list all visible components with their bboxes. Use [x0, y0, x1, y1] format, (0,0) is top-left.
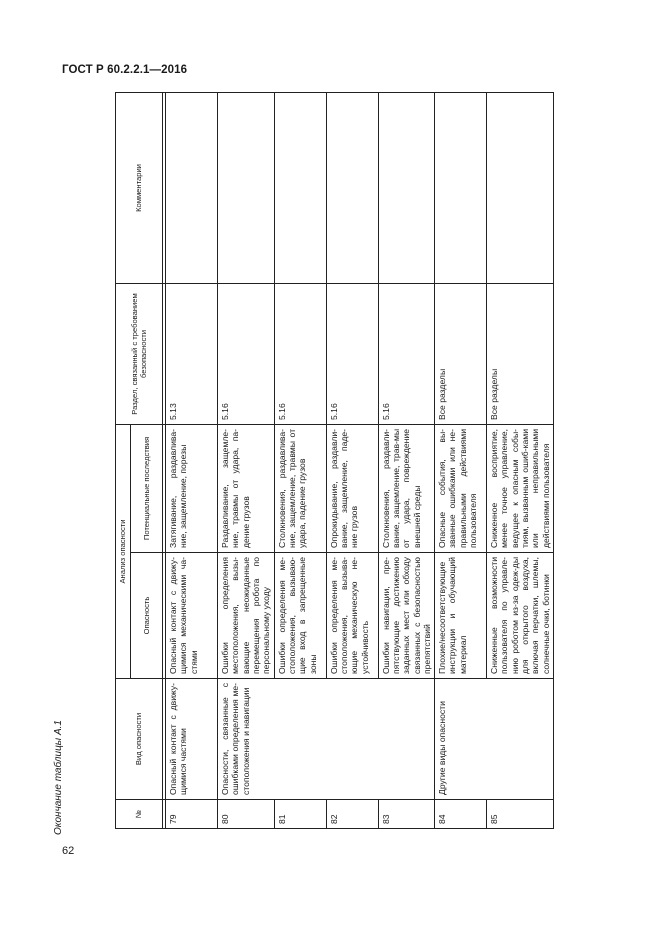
header-comments: Комментарии: [116, 92, 163, 283]
row-section: 5.16: [378, 283, 435, 424]
row-section: 5.16: [274, 283, 326, 424]
row-hazard-type: Опасный контакт с движу-щимися частями: [166, 679, 218, 800]
header-analysis-group: Анализ опасности: [116, 424, 131, 678]
table-caption: Окончание таблицы А.1: [53, 720, 64, 835]
row-hazard: Опасный контакт с движу-щимися механическими ча-стями: [166, 553, 218, 679]
row-comments: [435, 92, 487, 283]
row-consequences: Раздавливание, защемле-ние, травмы от удара, па-дение грузов: [218, 424, 275, 552]
rotated-table-container: [115, 93, 551, 829]
row-consequences: Опасные события, вы-званные ошибками или не-правильными действиями пользователя: [435, 424, 487, 552]
row-number: 79: [166, 800, 218, 829]
row-section: 5.16: [218, 283, 275, 424]
hazard-analysis-table: [115, 92, 554, 829]
row-consequences: Опрокидывание, раздавли-вание, защемление, паде-ние грузов: [326, 424, 378, 552]
row-hazard: Ошибки определения ме-стоположения, вызыва-ющие механическую не-устойчивость: [326, 553, 378, 679]
table-row: [435, 92, 487, 828]
row-comments: [326, 92, 378, 283]
row-section: Все разделы: [435, 283, 487, 424]
row-hazard-type: Опасности, связанные с ошибками определения ме-стоположения и навигации: [218, 679, 435, 800]
header-number: №: [116, 800, 163, 829]
row-consequences: Сниженное восприятие, менее точное управление, ведущее к опасным собы-тиям, вызванным ошиб-ками или неправильными действиями пользователя: [487, 424, 554, 552]
page-number: 62: [62, 845, 75, 857]
row-number: 84: [435, 800, 487, 829]
table-row: [166, 92, 218, 828]
row-section: 5.13: [166, 283, 218, 424]
header-hazard: Опасность: [131, 553, 163, 679]
document-code-header: ГОСТ Р 60.2.2.1—2016: [62, 64, 188, 76]
header-section: Раздел, связанный с требованием безопасности: [116, 283, 163, 424]
row-hazard: Плохие/несоответствующие инструкции и обучающий материал: [435, 553, 487, 679]
row-hazard: Сниженные возможности пользователя по управле-нию роботом из-за одеж-ды для открытого воздуха, включая перчатки, шлемы, солнечные очки, ботинки: [487, 553, 554, 679]
row-section: 5.16: [326, 283, 378, 424]
row-comments: [274, 92, 326, 283]
row-consequences: Столкновения, раздавлива-ние, защемление, травмы от удара, падение грузов: [274, 424, 326, 552]
table-row: [218, 92, 275, 828]
row-hazard: Ошибки определения ме-стоположения, вызываю-щие вход в запрещенные зоны: [274, 553, 326, 679]
row-hazard: Ошибки навигации, пре-пятствующие достижению заданных мест или обходу связанных с безопасностью препятствий: [378, 553, 435, 679]
row-number: 80: [218, 800, 275, 829]
row-number: 85: [487, 800, 554, 829]
row-comments: [218, 92, 275, 283]
header-hazard-type: Вид опасности: [116, 679, 163, 800]
row-consequences: Затягивание, раздавлива-ние, защемление, порезы: [166, 424, 218, 552]
row-consequences: Столкновения, раздавли-вание, защемление, трав-мы от удара, повреждение внешней среды: [378, 424, 435, 552]
header-consequences: Потенциальные последствия: [131, 424, 163, 552]
row-hazard: Ошибки определения местоположения, вызы-вающие неожиданные перемещения робота по персональному уходу: [218, 553, 275, 679]
row-number: 83: [378, 800, 435, 829]
row-comments: [166, 92, 218, 283]
row-hazard-type: Другие виды опасности: [435, 679, 554, 800]
row-section: Все разделы: [487, 283, 554, 424]
row-comments: [487, 92, 554, 283]
row-comments: [378, 92, 435, 283]
row-number: 82: [326, 800, 378, 829]
row-number: 81: [274, 800, 326, 829]
